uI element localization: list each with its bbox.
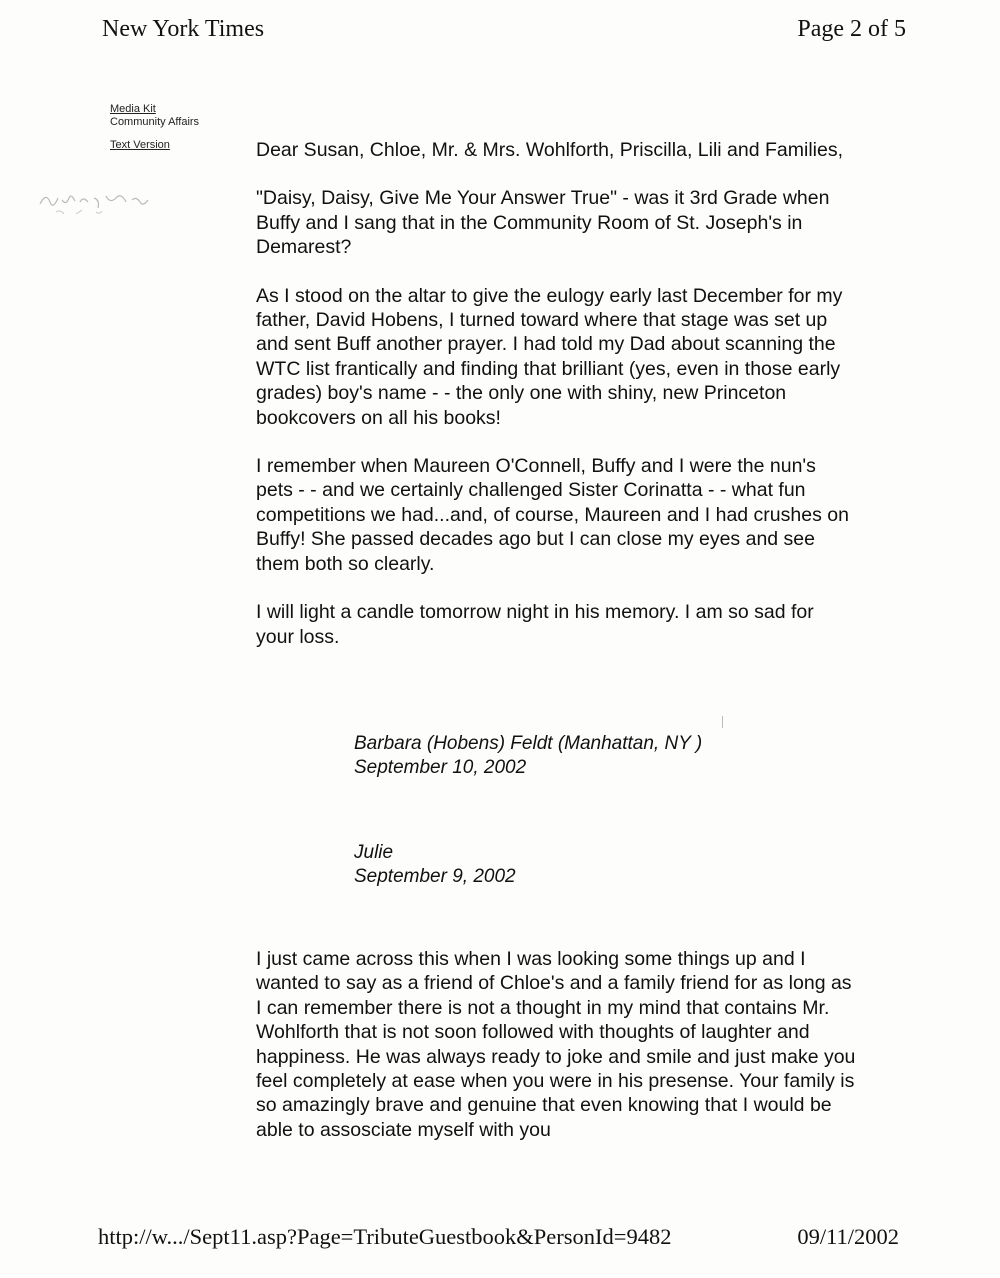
- publication-header: New York Times: [102, 16, 265, 42]
- entry-date: September 10, 2002: [354, 757, 527, 778]
- entry-paragraph: I remember when Maureen O'Connell, Buffy and I were the nun's pets - - and we certainly challenged Sister Corinatta - - what fun competitions we had...and, of course, Maureen and I had crushes on Buffy! She passed decades ago but I can close my eyes and see them both so clearly.: [256, 455, 849, 575]
- entry-paragraph: As I stood on the altar to give the eulogy early last December for my father, David Hobens, I turned toward where that stage was set up and sent Buff another prayer. I had told my Dad about scanning the WTC list frantically and finding that brilliant (yes, even in those early grades) boy's name - - the only one with shiny, new Princeton bookcovers on all his books!: [256, 284, 843, 429]
- author-name: Barbara (Hobens) Feldt (Manhattan, NY ): [354, 733, 703, 754]
- handwritten-scribble: [36, 182, 166, 222]
- media-kit-link[interactable]: Media Kit: [110, 103, 156, 115]
- text-version-link[interactable]: Text Version: [110, 139, 170, 151]
- entry-date: September 9, 2002: [354, 866, 516, 887]
- salutation: Dear Susan, Chloe, Mr. & Mrs. Wohlforth, Priscilla, Lili and Families,: [256, 139, 843, 161]
- entry-paragraph: I just came across this when I was looking some things up and I wanted to say as a friend of Chloe's and a family friend for as long as I can remember there is not a thought in my mind that contains Mr. Wohlforth that is not soon followed with thoughts of laughter and happiness. He was always ready to joke and smile and just make you feel completely at ease when you were in his presense. Your family is so amazingly brave and genuine that even knowing that I would be able to assosciate myself with you: [256, 948, 856, 1141]
- tribute-entry-barbara: [256, 138, 856, 673]
- entry-paragraph: I will light a candle tomorrow night in his memory. I am so sad for your loss.: [256, 601, 814, 648]
- scan-mark: [722, 716, 723, 728]
- signature-julie: [354, 841, 516, 889]
- entry-paragraph: "Daisy, Daisy, Give Me Your Answer True" - was it 3rd Grade when Buffy and I sang that in the Community Room of St. Joseph's in Demarest?: [256, 187, 830, 259]
- tribute-entry-julie: [256, 947, 856, 1171]
- page-indicator: Page 2 of 5: [797, 16, 906, 42]
- footer-print-date: 09/11/2002: [797, 1224, 899, 1249]
- footer-url: http://w.../Sept11.asp?Page=TributeGuestbook&PersonId=9482: [98, 1224, 672, 1249]
- community-affairs-label: Community Affairs: [110, 116, 200, 128]
- side-nav: [110, 103, 199, 152]
- author-name: Julie: [354, 842, 394, 863]
- signature-barbara: [354, 732, 702, 780]
